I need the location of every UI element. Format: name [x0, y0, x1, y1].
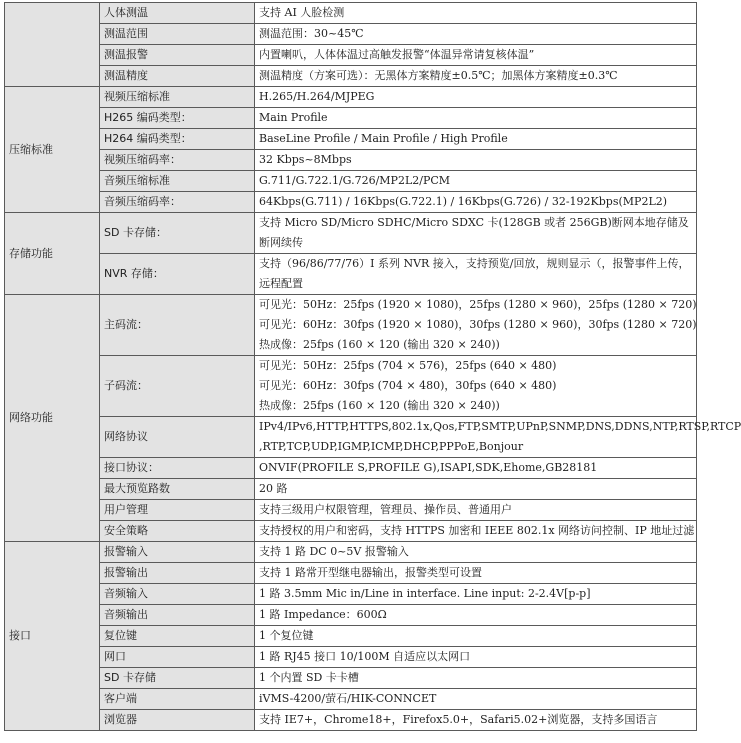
table-row [5, 108, 697, 129]
field-value [255, 3, 697, 24]
value-text: 支持（96/86/77/76）I 系列 NVR 接入，支持预览/回放，规则显示（，报警事件上传，远程配置 [259, 257, 690, 290]
field-label: SD 卡存储 [100, 668, 255, 689]
field-label: 人体测温 [100, 3, 255, 24]
field-label: SD 卡存储： [100, 213, 255, 254]
field-value [255, 710, 697, 731]
category-cell: 网络功能 [5, 295, 100, 542]
field-value [255, 356, 697, 417]
field-value [255, 24, 697, 45]
field-value [255, 626, 697, 647]
value-line: 可见光：60Hz：30fps (1920 × 1080)，30fps (1280 × 960)，30fps (1280 × 720) [259, 318, 697, 331]
value-line: 支持 IE7+，Chrome18+，Firefox5.0+，Safari5.02+浏览器，支持多国语言 [259, 713, 658, 726]
value-text: 支持 Micro SD/Micro SDHC/Micro SDXC 卡(128GB 或者 256GB)断网本地存储及断网续传 [259, 216, 689, 249]
field-label: 网络协议 [100, 417, 255, 458]
field-label: 测温报警 [100, 45, 255, 66]
table-row [5, 87, 697, 108]
value-line: 热成像：25fps (160 × 120 (输出 320 × 240)) [259, 399, 500, 412]
field-label: H265 编码类型： [100, 108, 255, 129]
field-label: 最大预览路数 [100, 479, 255, 500]
value-line: IPv4/IPv6,HTTP,HTTPS,802.1x,Qos,FTP,SMTP,UPnP,SNMP,DNS,DDNS,NTP,RTSP,RTCP [259, 420, 741, 433]
table-row [5, 542, 697, 563]
table-row [5, 45, 697, 66]
category-cell: 压缩标准 [5, 87, 100, 213]
field-value [255, 192, 697, 213]
table-row [5, 213, 697, 254]
value-line: ONVIF(PROFILE S,PROFILE G),ISAPI,SDK,Ehome,GB28181 [259, 461, 598, 474]
table-row [5, 689, 697, 710]
value-line: 20 路 [259, 482, 288, 495]
field-label: 主码流： [100, 295, 255, 356]
value-line: 可见光：50Hz：25fps (704 × 576)，25fps (640 × 480) [259, 359, 557, 372]
spec-table-body [5, 3, 741, 731]
value-line: 热成像：25fps (160 × 120 (输出 320 × 240)) [259, 338, 500, 351]
value-line: Main Profile [259, 111, 328, 124]
field-value [255, 689, 697, 710]
field-value [255, 563, 697, 584]
field-label: 客户端 [100, 689, 255, 710]
field-value [255, 479, 697, 500]
value-line: iVMS-4200/萤石/HIK-CONNCET [259, 692, 437, 705]
value-line: H.265/H.264/MJPEG [259, 90, 375, 103]
table-row [5, 3, 697, 24]
field-label: 音频输出 [100, 605, 255, 626]
value-line: ,RTP,TCP,UDP,IGMP,ICMP,DHCP,PPPoE,Bonjour [259, 440, 524, 453]
table-row [5, 254, 697, 295]
table-row [5, 563, 697, 584]
value-line: 测温范围：30~45℃ [259, 27, 364, 40]
table-row [5, 605, 697, 626]
field-value [255, 500, 697, 521]
value-line: 1 路 RJ45 接口 10/100M 自适应以太网口 [259, 650, 471, 663]
value-line: 1 路 Impedance：600Ω [259, 608, 387, 621]
table-row [5, 647, 697, 668]
value-line: 1 个复位键 [259, 629, 314, 642]
table-row [5, 66, 697, 87]
field-value [255, 668, 697, 689]
table-row [5, 479, 697, 500]
value-line: 可见光：60Hz：30fps (704 × 480)，30fps (640 × 480) [259, 379, 557, 392]
value-line: 支持三级用户权限管理，管理员、操作员、普通用户 [259, 503, 512, 516]
value-line: 64Kbps(G.711) / 16Kbps(G.722.1) / 16Kbps(G.726) / 32-192Kbps(MP2L2) [259, 195, 668, 208]
value-line: 支持 1 路常开型继电器输出，报警类型可设置 [259, 566, 482, 579]
value-line: 可见光：50Hz：25fps (1920 × 1080)，25fps (1280 × 960)，25fps (1280 × 720) [259, 298, 697, 311]
table-row [5, 500, 697, 521]
field-label: 子码流： [100, 356, 255, 417]
value-line: 1 个内置 SD 卡卡槽 [259, 671, 359, 684]
field-value [255, 521, 697, 542]
field-label: 视频压缩标准 [100, 87, 255, 108]
table-row [5, 150, 697, 171]
category-cell: 存储功能 [5, 213, 100, 295]
table-row [5, 668, 697, 689]
field-value [255, 458, 697, 479]
field-label: 视频压缩码率： [100, 150, 255, 171]
table-row [5, 129, 697, 150]
value-line: 测温精度（方案可选）：无黑体方案精度±0.5℃；加黑体方案精度±0.3℃ [259, 69, 618, 82]
field-label: 报警输出 [100, 563, 255, 584]
spec-table [4, 2, 741, 731]
field-value [255, 254, 697, 295]
field-label: 音频输入 [100, 584, 255, 605]
table-row [5, 458, 697, 479]
field-value [255, 171, 697, 192]
field-label: 音频压缩标准 [100, 171, 255, 192]
table-row [5, 192, 697, 213]
category-cell: 接口 [5, 542, 100, 731]
field-value [255, 417, 741, 458]
table-row [5, 356, 697, 417]
value-line: G.711/G.722.1/G.726/MP2L2/PCM [259, 174, 451, 187]
value-line: 支持 1 路 DC 0~5V 报警输入 [259, 545, 409, 558]
field-label: 用户管理 [100, 500, 255, 521]
field-label: 测温精度 [100, 66, 255, 87]
field-label: 接口协议： [100, 458, 255, 479]
field-value [255, 295, 697, 356]
field-value [255, 542, 697, 563]
table-row [5, 24, 697, 45]
value-line: 支持授权的用户和密码，支持 HTTPS 加密和 IEEE 802.1x 网络访问控制、IP 地址过滤 [259, 524, 695, 537]
field-label: 测温范围 [100, 24, 255, 45]
table-row [5, 521, 697, 542]
field-value [255, 108, 697, 129]
value-line: 1 路 3.5mm Mic in/Line in interface. Line input: 2-2.4V[p-p] [259, 587, 591, 600]
table-row [5, 710, 697, 731]
field-value [255, 584, 697, 605]
table-row [5, 295, 697, 356]
field-label: 复位键 [100, 626, 255, 647]
field-label: 网口 [100, 647, 255, 668]
field-value [255, 150, 697, 171]
field-value [255, 45, 697, 66]
field-label: 音频压缩码率： [100, 192, 255, 213]
table-row [5, 584, 697, 605]
field-value [255, 605, 697, 626]
field-value [255, 647, 697, 668]
table-row [5, 171, 697, 192]
value-line: BaseLine Profile / Main Profile / High Profile [259, 132, 508, 145]
field-label: 安全策略 [100, 521, 255, 542]
field-value [255, 213, 697, 254]
field-label: 浏览器 [100, 710, 255, 731]
value-line: 32 Kbps~8Mbps [259, 153, 352, 166]
category-cell [5, 3, 100, 87]
field-label: H264 编码类型： [100, 129, 255, 150]
table-row [5, 417, 697, 458]
field-value [255, 87, 697, 108]
table-row [5, 626, 697, 647]
field-value [255, 129, 697, 150]
field-value [255, 66, 697, 87]
field-label: 报警输入 [100, 542, 255, 563]
field-label: NVR 存储： [100, 254, 255, 295]
value-line: 内置喇叭，人体体温过高触发报警“体温异常请复核体温” [259, 48, 535, 61]
value-line: 支持 AI 人脸检测 [259, 6, 345, 19]
